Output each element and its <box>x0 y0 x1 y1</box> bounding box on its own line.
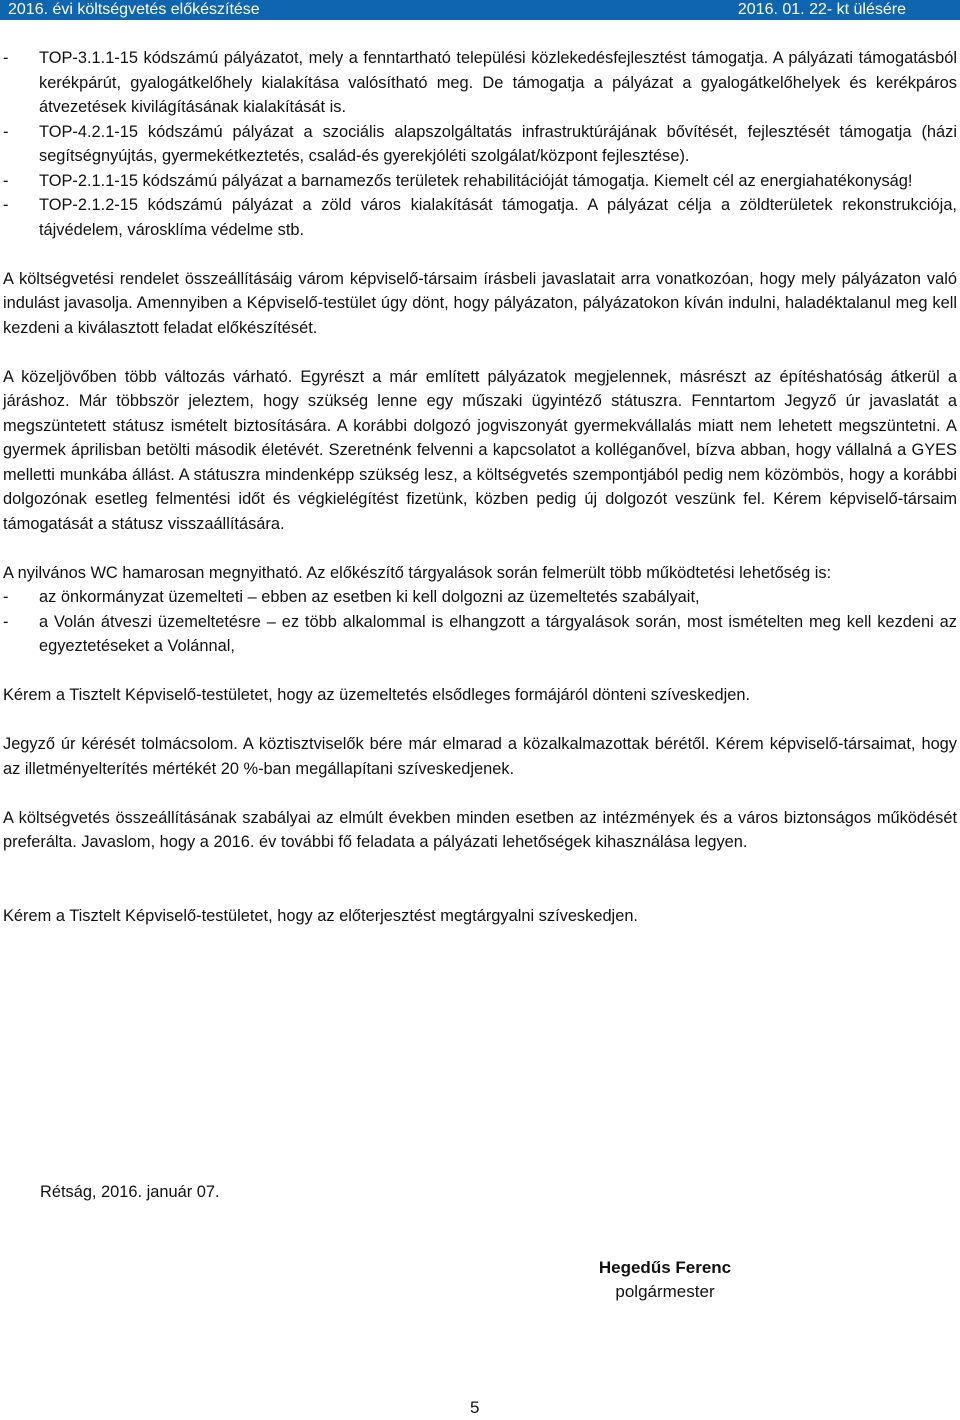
document-header <box>0 0 960 20</box>
paragraph-salary: Jegyző úr kérését tolmácsolom. A köztisztviselők bére már elmarad a közalkalmazottak bérétől. Kérem képviselő-társaimat, hogy az illetményelterítés mértékét 20 %-ban megállapítani szíveskedjenek. <box>3 735 957 778</box>
paragraph-decision-request: Kérem a Tisztelt Képviselő-testületet, hogy az üzemeltetés elsődleges formájáról dönteni szíveskedjen. <box>3 686 751 704</box>
header-title: 2016. évi költségvetés előkészítése <box>8 1 260 18</box>
wc-options-list <box>3 585 957 659</box>
list-item: - TOP-4.2.1-15 kódszámú pályázat a szociális alapszolgáltatás infrastruktúrájának bővítését, fejlesztését támogatja (házi segítségnyújtás, gyermekétkeztetés, család-és gyerekjóléti szolgálat/központ fejlesztése). <box>3 122 957 165</box>
list-item: - TOP-2.1.2-15 kódszámú pályázat a zöld város kialakítását támogatja. A pályázat célja a zöldterületek rekonstrukciója, tájvédelem, városklíma védelme stb. <box>3 196 957 239</box>
document-body <box>3 46 957 928</box>
paragraph-changes: A közeljövőben több változás várható. Egyrészt a már említett pályázatok megjelennek, másrészt az építéshatóság átkerül a járáshoz. Már többször jeleztem, hogy szükség lenne egy műszaki ügyintéző státuszra. Fenntartom Jegyző úr javaslatát a megszüntetett státusz ismételt biztosítására. A korábbi dolgozó jogviszonyát gyermekvállalás miatt nem lehetett megszüntetni. A gyermek áprilisban betölti második életévét. Szeretnénk felvenni a kapcsolatot a kolléganővel, bízva abban, hogy vállalná a GYES melletti munkába állást. A státuszra mindenképp szükség lesz, a költségvetés szempontjából pedig nem közömbös, hogy a korábbi dolgozónak esetleg felmentési időt és végkielégítést fizetünk, közben pedig új dolgozót veszünk fel. Kérem képviselő-társaim támogatását a státusz visszaállítására. <box>3 367 957 533</box>
top-projects-list <box>3 46 957 242</box>
paragraph-budget-proposals: A költségvetési rendelet összeállításáig várom képviselő-társaim írásbeli javaslatait arra vonatkozóan, hogy mely pályázaton való indulást javasolja. Amennyiben a Képviselő-testület úgy dönt, hogy pályázaton, pályázatokon kíván indulni, haladéktalanul meg kell kezdeni a kiválasztott feladat előkészítését. <box>3 269 957 337</box>
list-item: - az önkormányzat üzemelteti – ebben az esetben ki kell dolgozni az üzemeltetés szabályait, <box>3 588 700 606</box>
paragraph-budget-rules: A költségvetés összeállításának szabályai az elmúlt években minden esetben az intézmények és a város biztonságos működését preferálta. Javaslom, hogy a 2016. év további fő feladata a pályázati lehetőségek kihasználása legyen. <box>3 808 957 851</box>
list-item: - a Volán átveszi üzemeltetésre – ez több alkalommal is elhangzott a tárgyalások során, most ismételten meg kell kezdeni az egyeztetéseket a Volánnal, <box>3 612 957 655</box>
place-and-date: Rétság, 2016. január 07. <box>40 1183 220 1201</box>
header-meeting-date: 2016. 01. 22- kt ülésére <box>737 1 906 18</box>
paragraph-public-wc: A nyilvános WC hamarosan megnyitható. Az előkészítő tárgyalások során felmerült több működtetési lehetőség is: <box>3 563 832 582</box>
signatory-title: polgármester <box>615 1282 715 1301</box>
signature-block <box>540 1256 790 1304</box>
paragraph-closing-request: Kérem a Tisztelt Képviselő-testületet, hogy az előterjesztést megtárgyalni szíveskedjen. <box>3 906 638 925</box>
signatory-name: Hegedűs Ferenc <box>598 1258 732 1277</box>
page-number: 5 <box>470 1398 480 1417</box>
list-item: - TOP-3.1.1-15 kódszámú pályázatot, mely a fenntartható települési közlekedésfejlesztést támogatja. A pályázati támogatásból kerékpárút, gyalogátkelőhely kialakítása valósítható meg. De támogatja a pályázat a gyalogátkelőhelyek és kerékpáros átvezetések kivilágításának kialakítását is. <box>3 49 957 116</box>
list-item: - TOP-2.1.1-15 kódszámú pályázat a barnamezős területek rehabilitációját támogatja. Kiemelt cél az energiahatékonyság! <box>3 171 913 190</box>
